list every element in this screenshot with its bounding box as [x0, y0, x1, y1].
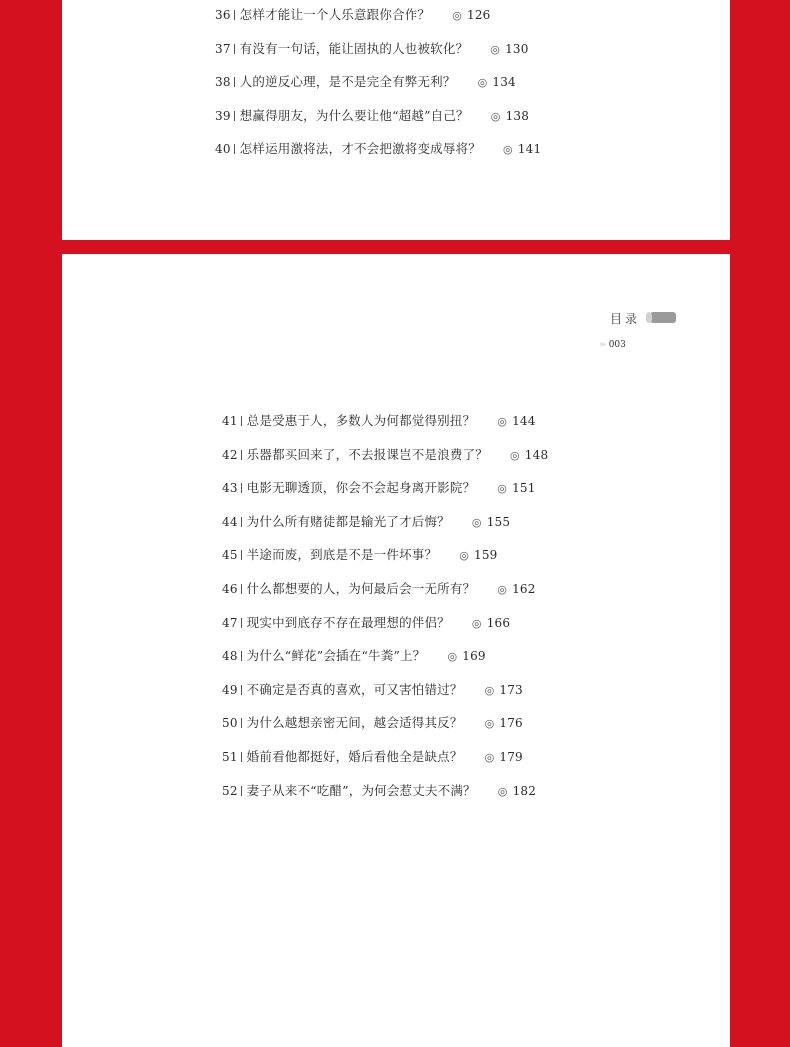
toc-entry[interactable]	[222, 443, 548, 477]
entry-page-number: 166	[486, 615, 511, 630]
entry-separator	[234, 144, 235, 154]
entry-separator	[234, 10, 235, 20]
entry-page-number: 155	[486, 514, 511, 529]
page-number-row	[599, 340, 626, 350]
entry-title: 怎样才能让一个人乐意跟你合作？	[239, 7, 431, 22]
toc-entry[interactable]	[222, 510, 548, 544]
entry-title: 怎样运用激将法，才不会把激将变成辱将？	[239, 141, 481, 157]
toc-entry[interactable]	[222, 745, 548, 779]
entry-title: 妻子从来不“吃醋”，为何会惹丈夫不满？	[246, 782, 476, 798]
entry-number: 51	[222, 749, 238, 764]
entry-number: 49	[222, 682, 238, 697]
entry-number: 37	[215, 41, 231, 56]
entry-title: 乐器都买回来了，不去报课岂不是浪费了？	[246, 446, 488, 462]
entry-page-number: 151	[512, 481, 536, 496]
page-number: 003	[608, 340, 626, 350]
entry-page-number: 130	[505, 41, 529, 56]
circle-dot-icon: ◎	[459, 549, 469, 563]
entry-separator	[241, 517, 242, 527]
entry-number: 36	[215, 8, 231, 22]
entry-separator	[234, 44, 235, 54]
entry-page-number: 169	[462, 649, 486, 664]
circle-dot-icon: ◎	[484, 717, 495, 731]
toc-entry[interactable]	[222, 611, 548, 645]
entry-title: 现实中到底存不存在最理想的伴侣？	[246, 614, 450, 630]
toc-entry[interactable]	[222, 409, 548, 443]
entry-title: 有没有一句话，能让固执的人也被软化？	[239, 40, 469, 56]
toc-page-previous	[62, 0, 730, 240]
circle-dot-icon: ◎	[471, 515, 482, 529]
entry-separator	[241, 718, 242, 728]
toc-entry[interactable]	[222, 476, 548, 510]
entry-page-number: 134	[492, 75, 516, 90]
entry-number: 40	[215, 142, 231, 157]
entry-title: 人的逆反心理，是不是完全有弊无利？	[239, 74, 456, 90]
entry-page-number: 179	[499, 749, 523, 764]
entry-number: 44	[222, 514, 238, 529]
entry-page-number: 176	[499, 716, 523, 731]
entry-title: 不确定是否真的喜欢，可又害怕错过？	[246, 681, 463, 697]
circle-dot-icon: ◎	[490, 109, 501, 123]
entry-title: 总是受惠于人，多数人为何都觉得别扭？	[246, 413, 476, 428]
toc-list-current	[222, 409, 548, 812]
entry-number: 46	[222, 581, 238, 596]
circle-dot-icon: ◎	[497, 582, 508, 596]
entry-number: 50	[222, 716, 238, 731]
entry-title: 什么都想要的人，为何最后会一无所有？	[246, 580, 476, 596]
entry-number: 38	[215, 75, 231, 90]
entry-separator	[241, 450, 242, 460]
entry-page-number: 173	[499, 682, 523, 697]
toc-entry[interactable]	[215, 104, 541, 138]
toc-entry[interactable]	[215, 3, 541, 37]
circle-dot-icon: ◎	[484, 750, 495, 764]
circle-dot-icon: ◎	[502, 143, 513, 157]
entry-number: 48	[222, 649, 238, 664]
entry-separator	[241, 786, 242, 796]
circle-dot-icon: ◎	[509, 448, 520, 462]
entry-separator	[241, 416, 242, 426]
entry-separator	[234, 77, 235, 87]
toc-entry[interactable]	[222, 577, 548, 611]
entry-separator	[234, 111, 235, 121]
toc-entry[interactable]	[222, 711, 548, 745]
entry-title: 为什么“鲜花”会插在“牛粪”上？	[246, 648, 426, 664]
entry-page-number: 182	[512, 783, 537, 798]
entry-page-number: 138	[505, 108, 530, 123]
toc-entry[interactable]	[222, 644, 548, 678]
circle-dot-icon: ◎	[477, 76, 488, 90]
entry-page-number: 148	[524, 447, 549, 462]
entry-page-number: 162	[512, 581, 536, 596]
circle-dot-icon: ◎	[497, 784, 508, 798]
entry-page-number: 159	[474, 548, 498, 563]
circle-dot-icon: ◎	[497, 482, 508, 496]
entry-number: 45	[222, 548, 238, 563]
entry-separator	[241, 550, 242, 560]
circle-dot-icon: ◎	[484, 683, 495, 697]
toc-entry[interactable]	[215, 137, 541, 171]
chevron-right-icon: ›››	[599, 340, 604, 350]
circle-dot-icon: ◎	[497, 415, 508, 428]
circle-dot-icon: ◎	[447, 650, 458, 664]
circle-dot-icon: ◎	[490, 42, 501, 56]
entry-title: 半途而废，到底是不是一件坏事？	[246, 547, 438, 563]
entry-title: 为什么所有赌徒都是输光了才后悔？	[246, 513, 450, 529]
toc-entry[interactable]	[215, 37, 541, 71]
entry-number: 41	[222, 414, 238, 428]
toc-entry[interactable]	[222, 678, 548, 712]
section-title: 目录	[610, 312, 641, 326]
entry-title: 电影无聊透顶，你会不会起身离开影院？	[246, 480, 476, 496]
entry-page-number: 126	[467, 8, 491, 22]
entry-separator	[241, 483, 242, 493]
circle-dot-icon: ◎	[471, 616, 482, 630]
entry-separator	[241, 752, 242, 762]
entry-number: 43	[222, 481, 238, 496]
toc-entry[interactable]	[222, 543, 548, 577]
entry-title: 婚前看他都挺好，婚后看他全是缺点？	[246, 748, 463, 764]
entry-separator	[241, 584, 242, 594]
entry-page-number: 141	[517, 142, 542, 157]
entry-page-number: 144	[512, 414, 536, 428]
entry-separator	[241, 618, 242, 628]
toc-entry[interactable]	[222, 779, 548, 813]
entry-separator	[241, 685, 242, 695]
entry-separator	[241, 651, 242, 661]
entry-number: 39	[215, 108, 231, 123]
circle-dot-icon: ◎	[452, 9, 462, 22]
toc-page-current	[62, 254, 730, 1047]
entry-number: 42	[222, 447, 238, 462]
entry-number: 52	[222, 783, 238, 798]
pill-tab-icon	[650, 312, 676, 323]
entry-title: 想赢得朋友，为什么要让他“超越”自己？	[239, 107, 469, 123]
entry-title: 为什么越想亲密无间，越会适得其反？	[246, 715, 463, 731]
toc-entry[interactable]	[215, 70, 541, 104]
entry-number: 47	[222, 615, 238, 630]
toc-list-previous	[215, 3, 541, 171]
